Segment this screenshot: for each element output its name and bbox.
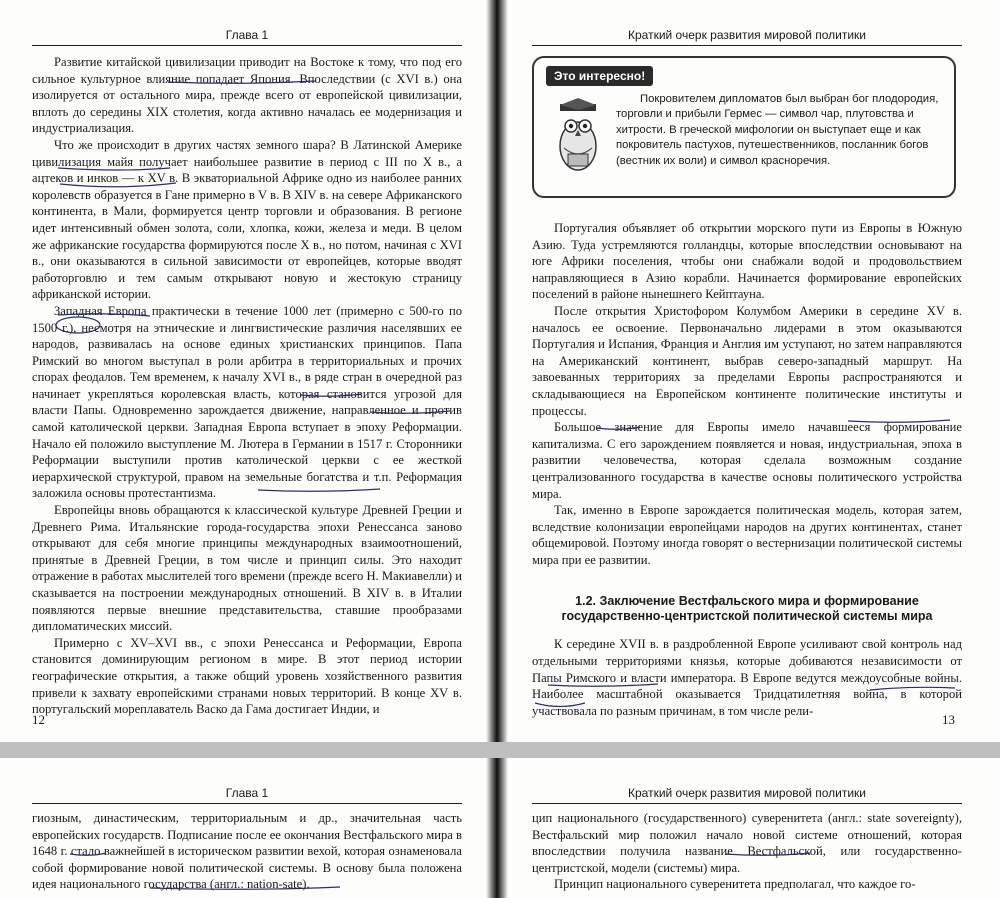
body-text <box>32 54 462 718</box>
paragraph: Европейцы вновь обращаются к классической культуре Древней Греции и Древнего Рима. Итальянские города-государства эпохи Ренессанса заново открывают для себя многие принципы международных взаимоотношений, принятые в Древней Греции, в том числе и принцип силы. Это находит отражение в работах мыслителей того времени (прежде всего Н. Макиавелли) и сказывается на построении международных отношений. В XIV в. в Италии появляются первые внешние представительства, ставшие прообразами дипломатических миссий. <box>32 503 462 634</box>
running-head: Краткий очерк развития мировой политики <box>532 786 962 804</box>
paragraph: цип национального (государственного) суверенитета (англ.: state sovereignty), Вестфальский мир положил начало новой системе отношений, которая впоследствии получила название Вестфальской, или государственно-центристской, модели (системы) мира. <box>532 811 962 875</box>
owl-icon <box>550 96 606 176</box>
info-box <box>532 56 956 198</box>
paragraph: К середине XVII в. в раздробленной Европе усиливают свой контроль над отдельными территориями князья, которые добиваются независимости от Папы Римского и власти императора. В Европе ведутся междоусобные войны. Наиболее масштабной оказывается Тридцатилетняя война, в которой участвовала по разным причинам, в том числе рели- <box>532 637 962 718</box>
body-text <box>532 220 962 568</box>
running-head: Глава 1 <box>32 786 462 804</box>
left-page-14 <box>32 786 462 893</box>
bottom-spread <box>0 758 1000 898</box>
book-gutter <box>486 0 508 742</box>
paragraph: гиозным, династическим, территориальным и др., значительная часть европейских государств. Подписание после ее окончания Вестфальского мира в 1648 г. стало важнейшей в историческом развитии вехой, которая ознаменовала собой формирование новой политической системы. В основу была положена идея национального государства (англ.: nation-sate). <box>32 811 462 892</box>
paragraph: Португалия объявляет об открытии морского пути из Европы в Южную Азию. Туда устремляются голландцы, которые впоследствии основывают на юге Африки поселения, чтобы они снабжали водой и продовольствием направляющиеся в Азию корабли. Начинается формирование европейских поселений в районе нынешнего Кейптауна. <box>532 221 962 302</box>
info-box-tag: Это интересно! <box>546 66 653 86</box>
paragraph: Западная Европа практически в течение 1000 лет (примерно с 500-го по 1500 г.), несмотря на этнические и лингвистические различия населявших ее народов, развивалась на основе единых христианских принципов. Папа Римский во многом выступал в роли арбитра в территориальных и прочих спорах феодалов. Тем временем, к началу XVI в., в ряде стран в очередной раз начинает укрепляться королевская власть, которая становится угрозой для власти Папы. Одновременно зарождается движение, направленное и против самой католической церкви. Западная Европа вступает в эпоху Реформации. Начало ей положило выступление М. Лютера в Германии в 1517 г. Сторонники Реформации выступили против католической церкви с ее жесткой иерархической структурой, правом на земельные богатства и т.п. Реформация заложила основы протестантизма. <box>32 303 462 501</box>
book-gutter <box>486 758 508 898</box>
paragraph: Развитие китайской цивилизации приводит на Востоке к тому, что под его сильное культурное влияние попадает Япония. Впоследствии (с XVI в.) она изолируется от остального мира, прежде всего от европейской цивилизации, вплоть до середины XIX столетия, когда активно началась ее модернизация и индустриализация. <box>32 55 462 136</box>
paragraph: Что же происходит в других частях земного шара? В Латинской Америке цивилизация майя получает наибольшее развитие в период с III по X в., а ацтеков и инков — к XV в. В экваториальной Африке одно из наиболее ранних королевств образуется в Гане примерно в V в. В XIV в. на севере Африканского континента, в Мали, формируется центр торговли и образования. В регионе идет интенсивный обмен золота, соли, хлопка, кожи, железа и меди. В целом же африканские государства формируются после X в., но потом, начиная с XVI в., они оказываются в сильной зависимости от европейцев, которые вводят работорговлю и тем самым открывают новую и жестокую страницу африканской истории. <box>32 137 462 302</box>
paragraph: Так, именно в Европе зарождается политическая модель, которая затем, вследствие колонизации европейцами народов на других континентах, станет общемировой. Поэтому иногда говорят о вестернизации политической системы мира при ее развитии. <box>532 503 962 567</box>
left-page-12 <box>32 28 462 718</box>
right-page-15 <box>532 786 962 893</box>
right-page-13 <box>532 28 962 719</box>
section-title: 1.2. Заключение Вестфальского мира и формирование государственно-центристской политической системы мира <box>561 594 933 624</box>
page-number: 12 <box>32 712 45 727</box>
paragraph: После открытия Христофором Колумбом Америки в середине XV в. началось ее освоение. Первоначально лидерами в этом оказываются Португалия и Испания, Франция и Англия им уступают, но затем направляются на Американский континент, выбрав северо-западный маршрут. На завоеванных территориях за пределами Европы распространяются и складывающиеся на Европейском континенте политические институты и процессы. <box>532 303 962 418</box>
scan-divider <box>0 742 1000 758</box>
running-head: Глава 1 <box>32 28 462 46</box>
paragraph: Примерно с XV–XVI вв., с эпохи Ренессанса и Реформации, Европа становится доминирующим регионом в мире. В этот период истории географические открытия, а также общий уровень хозяйственного развития привели к захвату европейскими странами новых территорий. В конце XV в. португальский мореплаватель Васко да Гама достигает Индии, и <box>32 635 462 717</box>
paragraph: Большое значение для Европы имело начавшееся формирование капитализма. С его зарождением появляется и новая, индустриальная, эпоха в развитии человечества, которая сделала возможным создание централизованного государства в качестве основы политического устройства мира. <box>532 420 962 501</box>
paragraph: Принцип национального суверенитета предполагал, что каждое го- <box>554 877 916 892</box>
info-box-text: Покровителем дипломатов был выбран бог плодородия, торговли и прибыли Гермес — символ чар, плутовства и хитрости. В греческой мифологии он выступает еще и как покровитель пастухов, путешественников, посланник богов (вестник их воли) и символ красноречия. <box>616 93 939 167</box>
page-number: 13 <box>942 712 955 727</box>
running-head: Краткий очерк развития мировой политики <box>532 28 962 46</box>
